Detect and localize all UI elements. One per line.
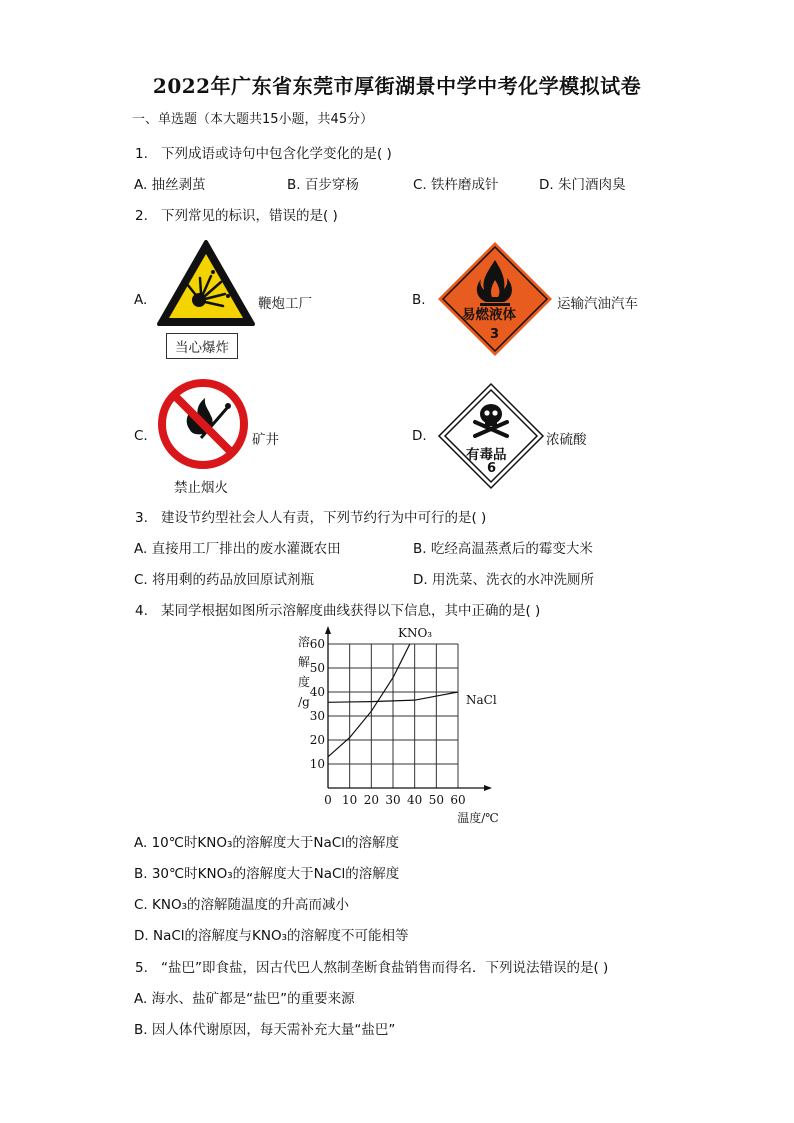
question-3 xyxy=(135,506,486,526)
sign-c-place: 矿井 xyxy=(252,432,279,448)
x-tick-label: 60 xyxy=(450,793,466,807)
y-tick-label: 60 xyxy=(309,637,325,651)
q1-option-a[interactable]: A. 抽丝剥茧 xyxy=(134,177,206,193)
question-number: 5. xyxy=(135,960,148,976)
solubility-chart xyxy=(290,624,520,828)
y-tick-label: 50 xyxy=(309,661,325,675)
no-fire-sign xyxy=(157,378,249,470)
y-axis-label: /g xyxy=(298,695,310,709)
x-tick-label: 20 xyxy=(363,793,379,807)
y-tick-label: 30 xyxy=(309,709,325,723)
x-tick-label: 30 xyxy=(385,793,401,807)
q4-option-d[interactable]: D. NaCl的溶解度与KNO₃的溶解度不可能相等 xyxy=(134,928,409,944)
y-tick-label: 40 xyxy=(309,685,325,699)
q5-option-b[interactable]: B. 因人体代谢原因，每天需补充大量“盐巴” xyxy=(134,1022,396,1038)
sign-b-class-number: 3 xyxy=(490,327,500,342)
q3-option-b[interactable]: B. 吃经高温蒸煮后的霉变大米 xyxy=(413,541,593,557)
q1-option-b[interactable]: B. 百步穿杨 xyxy=(287,177,359,193)
y-axis-label: 解 xyxy=(297,655,311,669)
sign-d-class-number: 6 xyxy=(487,461,497,476)
sign-a-caption: 当心爆炸 xyxy=(166,333,238,359)
chart-ticks xyxy=(310,637,466,807)
y-axis-arrow xyxy=(325,626,331,634)
page-title: 2022年广东省东莞市厚街湖景中学中考化学模拟试卷 xyxy=(152,74,642,98)
q4-option-b[interactable]: B. 30℃时KNO₃的溶解度大于NaCl的溶解度 xyxy=(134,866,400,882)
question-2 xyxy=(135,204,338,224)
sign-a-place: 鞭炮工厂 xyxy=(258,296,312,312)
x-axis-label: 温度/℃ xyxy=(457,811,499,824)
question-5 xyxy=(135,956,608,976)
question-stem: “盐巴”即食盐，因古代巴人熬制垄断食盐销售而得名．下列说法错误的是( ) xyxy=(161,960,609,976)
x-tick-label: 10 xyxy=(342,793,358,807)
q1-option-c[interactable]: C. 铁杵磨成针 xyxy=(413,177,499,193)
sign-b-place: 运输汽油汽车 xyxy=(557,296,638,312)
x-tick-label: 50 xyxy=(428,793,444,807)
chart-grid xyxy=(325,626,492,791)
q1-option-d[interactable]: D. 朱门酒肉臭 xyxy=(539,177,626,193)
y-axis-label: 溶 xyxy=(297,635,311,649)
section-heading: 一、单选题（本大题共15小题，共45分） xyxy=(132,112,374,127)
q2-option-b-letter[interactable]: B. xyxy=(412,292,426,308)
x-axis-arrow xyxy=(484,785,492,791)
y-tick-label: 10 xyxy=(309,757,325,771)
q4-option-a[interactable]: A. 10℃时KNO₃的溶解度大于NaCl的溶解度 xyxy=(134,835,399,851)
sign-c-caption: 禁止烟火 xyxy=(174,480,228,496)
q3-option-d[interactable]: D. 用洗菜、洗衣的水冲洗厕所 xyxy=(413,572,594,588)
question-stem: 下列常见的标识，错误的是( ) xyxy=(161,208,338,224)
question-stem: 下列成语或诗句中包含化学变化的是( ) xyxy=(161,146,392,162)
question-number: 1. xyxy=(135,146,148,162)
explosion-warning-sign xyxy=(155,238,257,328)
sign-d-place: 浓硫酸 xyxy=(546,432,587,448)
q2-option-d-letter[interactable]: D. xyxy=(412,428,427,444)
q3-option-a[interactable]: A. 直接用工厂排出的废水灌溉农田 xyxy=(134,541,341,557)
q3-option-c[interactable]: C. 将用剩的药品放回原试剂瓶 xyxy=(134,572,315,588)
question-4 xyxy=(135,599,540,619)
x-tick-label: 0 xyxy=(324,793,332,807)
question-1 xyxy=(135,142,392,162)
question-stem: 建设节约型社会人人有责，下列节约行为中可行的是( ) xyxy=(161,510,487,526)
sign-b-caption: 易燃液体 xyxy=(462,307,516,323)
q2-option-c-letter[interactable]: C. xyxy=(134,428,148,444)
q4-option-c[interactable]: C. KNO₃的溶解随温度的升高而减小 xyxy=(134,897,349,913)
question-stem: 某同学根据如图所示溶解度曲线获得以下信息，其中正确的是( ) xyxy=(161,603,541,619)
series-label-nacl: NaCl xyxy=(466,693,497,707)
y-tick-label: 20 xyxy=(309,733,325,747)
question-number: 4. xyxy=(135,603,148,619)
series-label-kno3: KNO₃ xyxy=(398,626,433,640)
y-axis-label: 度 xyxy=(297,675,311,689)
q2-option-a-letter[interactable]: A. xyxy=(134,292,148,308)
x-tick-label: 40 xyxy=(407,793,423,807)
question-number: 2. xyxy=(135,208,148,224)
q5-option-a[interactable]: A. 海水、盐矿都是“盐巴”的重要来源 xyxy=(134,991,355,1007)
question-number: 3. xyxy=(135,510,148,526)
sign-d-caption: 有毒品 xyxy=(466,447,507,463)
